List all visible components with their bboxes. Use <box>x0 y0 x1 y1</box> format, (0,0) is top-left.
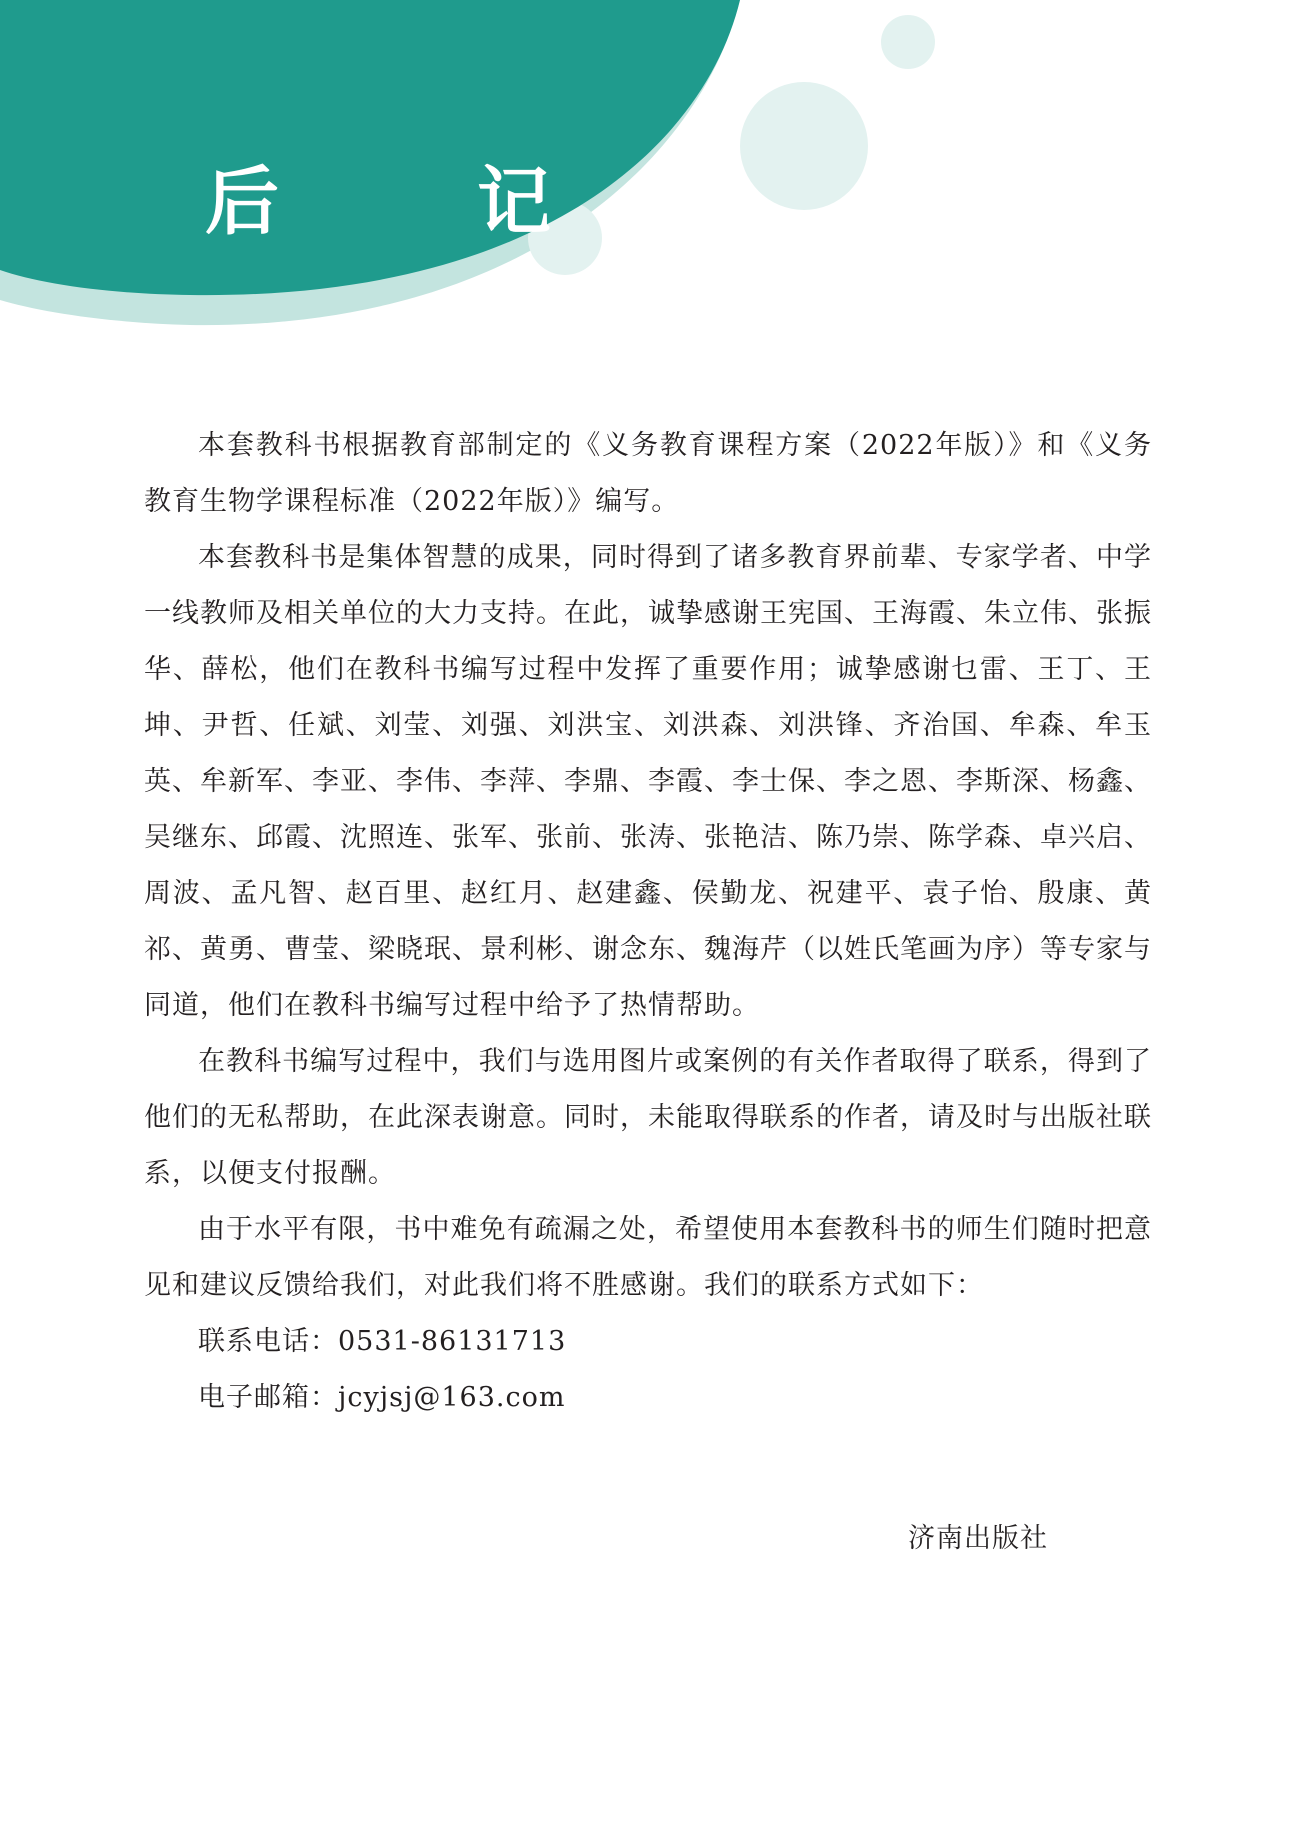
paragraph-3: 在教科书编写过程中，我们与选用图片或案例的有关作者取得了联系，得到了他们的无私帮助，在此深表谢意。同时，未能取得联系的作者，请及时与出版社联系，以便支付报酬。 <box>144 1046 1152 1189</box>
header-decoration <box>0 0 1311 340</box>
paragraph-4: 由于水平有限，书中难免有疏漏之处，希望使用本套教科书的师生们随时把意见和建议反馈给我们，对此我们将不胜感谢。我们的联系方式如下： <box>144 1214 1152 1301</box>
header-teal-arc <box>0 0 740 295</box>
bubble-small-top <box>881 15 935 69</box>
bubble-large <box>740 82 868 210</box>
paragraph-2: 本套教科书是集体智慧的成果，同时得到了诸多教育界前辈、专家学者、中学一线教师及相关单位的大力支持。在此，诚挚感谢王宪国、王海霞、朱立伟、张振华、薛松，他们在教科书编写过程中发挥了重要作用；诚挚感谢乜雷、王丁、王坤、尹哲、任斌、刘莹、刘强、刘洪宝、刘洪森、刘洪锋、齐治国、牟森、牟玉英、牟新军、李亚、李伟、李萍、李鼎、李霞、李士保、李之恩、李斯深、杨鑫、吴继东、邱霞、沈照连、张军、张前、张涛、张艳洁、陈乃崇、陈学森、卓兴启、周波、孟凡智、赵百里、赵红月、赵建鑫、侯勤龙、祝建平、袁子怡、殷康、黄祁、黄勇、曹莹、梁晓珉、景利彬、谢念东、魏海芹（以姓氏笔画为序）等专家与同道，他们在教科书编写过程中给予了热情帮助。 <box>144 542 1152 1021</box>
page-title: 后 记 <box>205 159 613 245</box>
paragraph-1: 本套教科书根据教育部制定的《义务教育课程方案（2022年版）》和《义务教育生物学课程标准（2022年版）》编写。 <box>144 430 1152 517</box>
contact-phone: 联系电话：0531-86131713 <box>198 1326 567 1357</box>
contact-email: 电子邮箱：jcyjsj@163.com <box>198 1382 566 1413</box>
body-text <box>144 418 1152 1426</box>
publisher-signature: 济南出版社 <box>908 1523 1048 1554</box>
